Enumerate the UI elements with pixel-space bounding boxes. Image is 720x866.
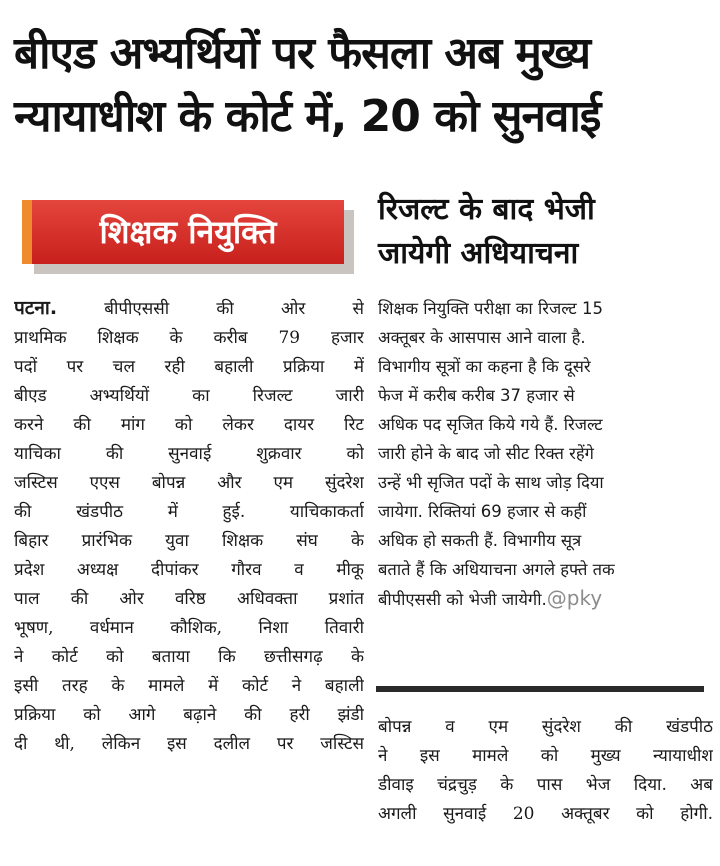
article-line-text: बीपीएससी को भेजी जायेगी. — [378, 590, 547, 609]
article-line: बिहार प्रारंभिक युवा शिक्षक संघ के — [14, 531, 364, 551]
right-article-column-top — [378, 294, 713, 614]
article-line — [378, 584, 713, 614]
article-line: पदों पर चल रही बहाली प्रक्रिया में — [14, 357, 364, 377]
article-line-text: बीपीएससी की ओर से — [104, 299, 364, 319]
article-line: विभागीय सूत्रों का कहना है कि दूसरे — [378, 357, 591, 376]
article-line: अक्तूबर के आसपास आने वाला है. — [378, 328, 586, 347]
article-line: याचिका की सुनवाई शुक्रवार को — [14, 444, 364, 464]
section-rubric — [22, 200, 357, 278]
left-article-column — [14, 294, 364, 759]
article-line: डीवाइ चंद्रचुड़ के पास भेज दिया. अब — [378, 775, 713, 795]
article-line: अधिक हो सकती हैं. विभागीय सूत्र — [378, 531, 582, 550]
dateline: पटना. — [14, 297, 58, 319]
article-line: प्रक्रिया को आगे बढ़ाने की हरी झंडी — [14, 705, 364, 725]
article-line: दी थी, लेकिन इस दलील पर जस्टिस — [14, 734, 364, 754]
right-article-column-bottom — [378, 713, 713, 829]
article-line: प्राथमिक शिक्षक के करीब 79 हजार — [14, 328, 364, 348]
article-line: इसी तरह के मामले में कोर्ट ने बहाली — [14, 676, 364, 696]
article-line: पाल की ओर वरिष्ठ अधिवक्ता प्रशांत — [14, 589, 364, 609]
article-line: अधिक पद सृजित किये गये हैं. रिजल्ट — [378, 415, 603, 434]
subheadline-line-1: रिजल्ट के बाद भेजी — [378, 192, 595, 227]
watermark: @pky — [546, 586, 603, 610]
article-line — [14, 294, 364, 324]
article-line: बोपन्न व एम सुंदरेश की खंडपीठ — [378, 717, 713, 737]
article-line: करने की मांग को लेकर दायर रिट — [14, 415, 364, 435]
headline-line-2: न्यायाधीश के कोर्ट में, 20 को सुनवाई — [14, 91, 601, 142]
article-line: शिक्षक नियुक्ति परीक्षा का रिजल्ट 15 — [378, 299, 603, 318]
article-line: प्रदेश अध्यक्ष दीपांकर गौरव व मीकू — [14, 560, 364, 580]
article-line: फेज में करीब करीब 37 हजार से — [378, 386, 575, 405]
article-line: जस्टिस एएस बोपन्न और एम सुंदरेश — [14, 473, 364, 493]
subheadline-line-2: जायेगी अधियाचना — [378, 236, 579, 271]
article-line: बीएड अभ्यर्थियों का रिजल्ट जारी — [14, 386, 364, 406]
subheadline — [378, 188, 708, 276]
article-line: बताते हैं कि अधियाचना अगले हफ्ते तक — [378, 560, 615, 579]
headline — [14, 22, 708, 148]
article-line: अगली सुनवाई 20 अक्तूबर को होगी. — [378, 804, 713, 824]
article-line: भूषण, वर्धमान कौशिक, निशा तिवारी — [14, 618, 364, 638]
headline-line-1: बीएड अभ्यर्थियों पर फैसला अब मुख्य — [14, 28, 591, 79]
article-line: ने इस मामले को मुख्य न्यायाधीश — [378, 746, 713, 766]
rubric-label: शिक्षक नियुक्ति — [22, 200, 344, 264]
article-line: उन्हें भी सृजित पदों के साथ जोड़ दिया — [378, 473, 604, 492]
article-line: जायेगा. रिक्तियां 69 हजार से कहीं — [378, 502, 587, 521]
article-line: ने कोर्ट को बताया कि छत्तीसगढ़ के — [14, 647, 364, 667]
column-divider-rule — [376, 686, 704, 692]
article-line: की खंडपीठ में हुई. याचिकाकर्ता — [14, 502, 364, 522]
article-line: जारी होने के बाद जो सीट रिक्त रहेंगे — [378, 444, 594, 463]
